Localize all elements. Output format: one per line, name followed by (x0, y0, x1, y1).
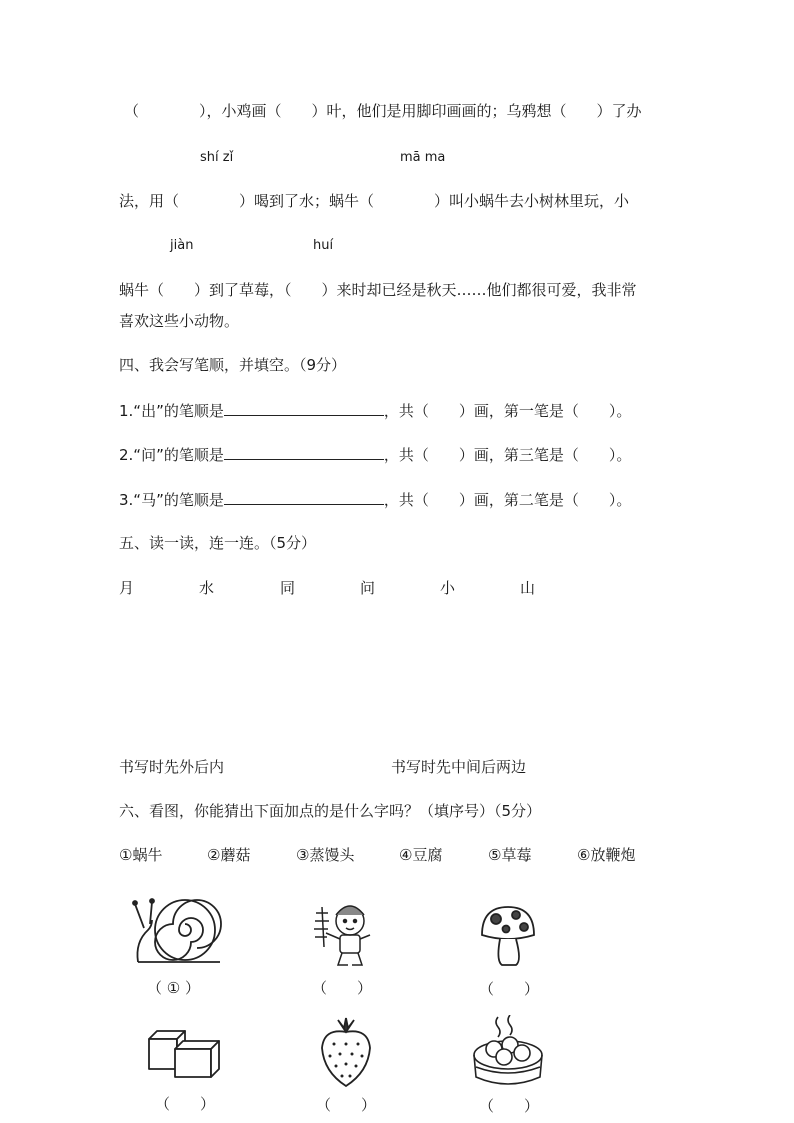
rule-outside-inside[interactable]: 书写时先外后内 (119, 758, 225, 776)
stroke-order-item-2 (119, 444, 631, 465)
pinyin-jian: jiàn (170, 238, 194, 253)
option-6: ⑥放鞭炮 (577, 846, 636, 864)
option-2: ②蘑菇 (207, 846, 251, 864)
item-2-answer-blank[interactable] (224, 444, 384, 460)
answer-firecracker[interactable]: （ ） (312, 979, 373, 997)
firecracker-boy-icon (298, 895, 378, 970)
option-1: ①蜗牛 (119, 846, 163, 864)
answer-mushroom[interactable]: （ ） (479, 980, 540, 998)
item-2-suffix: ，共（ ）画，第三笔是（ ）。 (383, 446, 632, 464)
passage-line-3: 蜗牛（ ）到了草莓，（ ）来时却已经是秋天……他们都很可爱，我非常 (119, 281, 637, 299)
option-5: ⑤草莓 (488, 846, 532, 864)
section-5-title: 五、读一读，连一连。（5分） (119, 534, 317, 552)
mushroom-icon (478, 903, 538, 968)
pinyin-shizi: shí zǐ (200, 150, 234, 165)
answer-strawberry[interactable]: （ ） (316, 1096, 377, 1114)
item-1-prefix: 1.“出”的笔顺是 (119, 402, 224, 420)
passage-line-2: 法，用（ ）喝到了水；蜗牛（ ）叫小蜗牛去小树林里玩，小 (119, 192, 630, 210)
char-6[interactable]: 山 (520, 579, 536, 597)
steamed-buns-icon (468, 1015, 548, 1090)
option-3: ③蒸馒头 (296, 846, 355, 864)
char-4[interactable]: 问 (360, 579, 376, 597)
item-3-prefix: 3.“马”的笔顺是 (119, 491, 224, 509)
char-3[interactable]: 同 (280, 579, 296, 597)
char-5[interactable]: 小 (440, 579, 456, 597)
passage-line-4: 喜欢这些小动物。 (119, 312, 240, 330)
snail-icon (130, 892, 225, 967)
tofu-icon (145, 1025, 230, 1080)
item-3-suffix: ，共（ ）画，第二笔是（ ）。 (383, 491, 632, 509)
item-1-answer-blank[interactable] (224, 400, 384, 416)
char-2[interactable]: 水 (199, 579, 215, 597)
answer-snail[interactable]: （ ① ） (147, 979, 200, 997)
section-6-title: 六、看图，你能猜出下面加点的是什么字吗？（填序号）（5分） (119, 802, 542, 820)
strawberry-icon (318, 1016, 374, 1088)
stroke-order-item-3 (119, 489, 631, 510)
item-2-prefix: 2.“问”的笔顺是 (119, 446, 224, 464)
passage-line-1: （ ），小鸡画（ ）叶，他们是用脚印画画的；乌鸦想（ ）了办 (124, 102, 642, 120)
answer-steamed-buns[interactable]: （ ） (479, 1097, 540, 1115)
option-4: ④豆腐 (399, 846, 443, 864)
item-1-suffix: ，共（ ）画，第一笔是（ ）。 (383, 402, 632, 420)
answer-tofu[interactable]: （ ） (155, 1095, 216, 1113)
char-1[interactable]: 月 (119, 579, 135, 597)
section-4-title: 四、我会写笔顺，并填空。（9分） (119, 356, 347, 374)
item-3-answer-blank[interactable] (224, 489, 384, 505)
pinyin-hui: huí (313, 238, 334, 253)
pinyin-mama: mā ma (400, 150, 446, 165)
stroke-order-item-1 (119, 400, 631, 421)
rule-middle-sides[interactable]: 书写时先中间后两边 (391, 758, 527, 776)
